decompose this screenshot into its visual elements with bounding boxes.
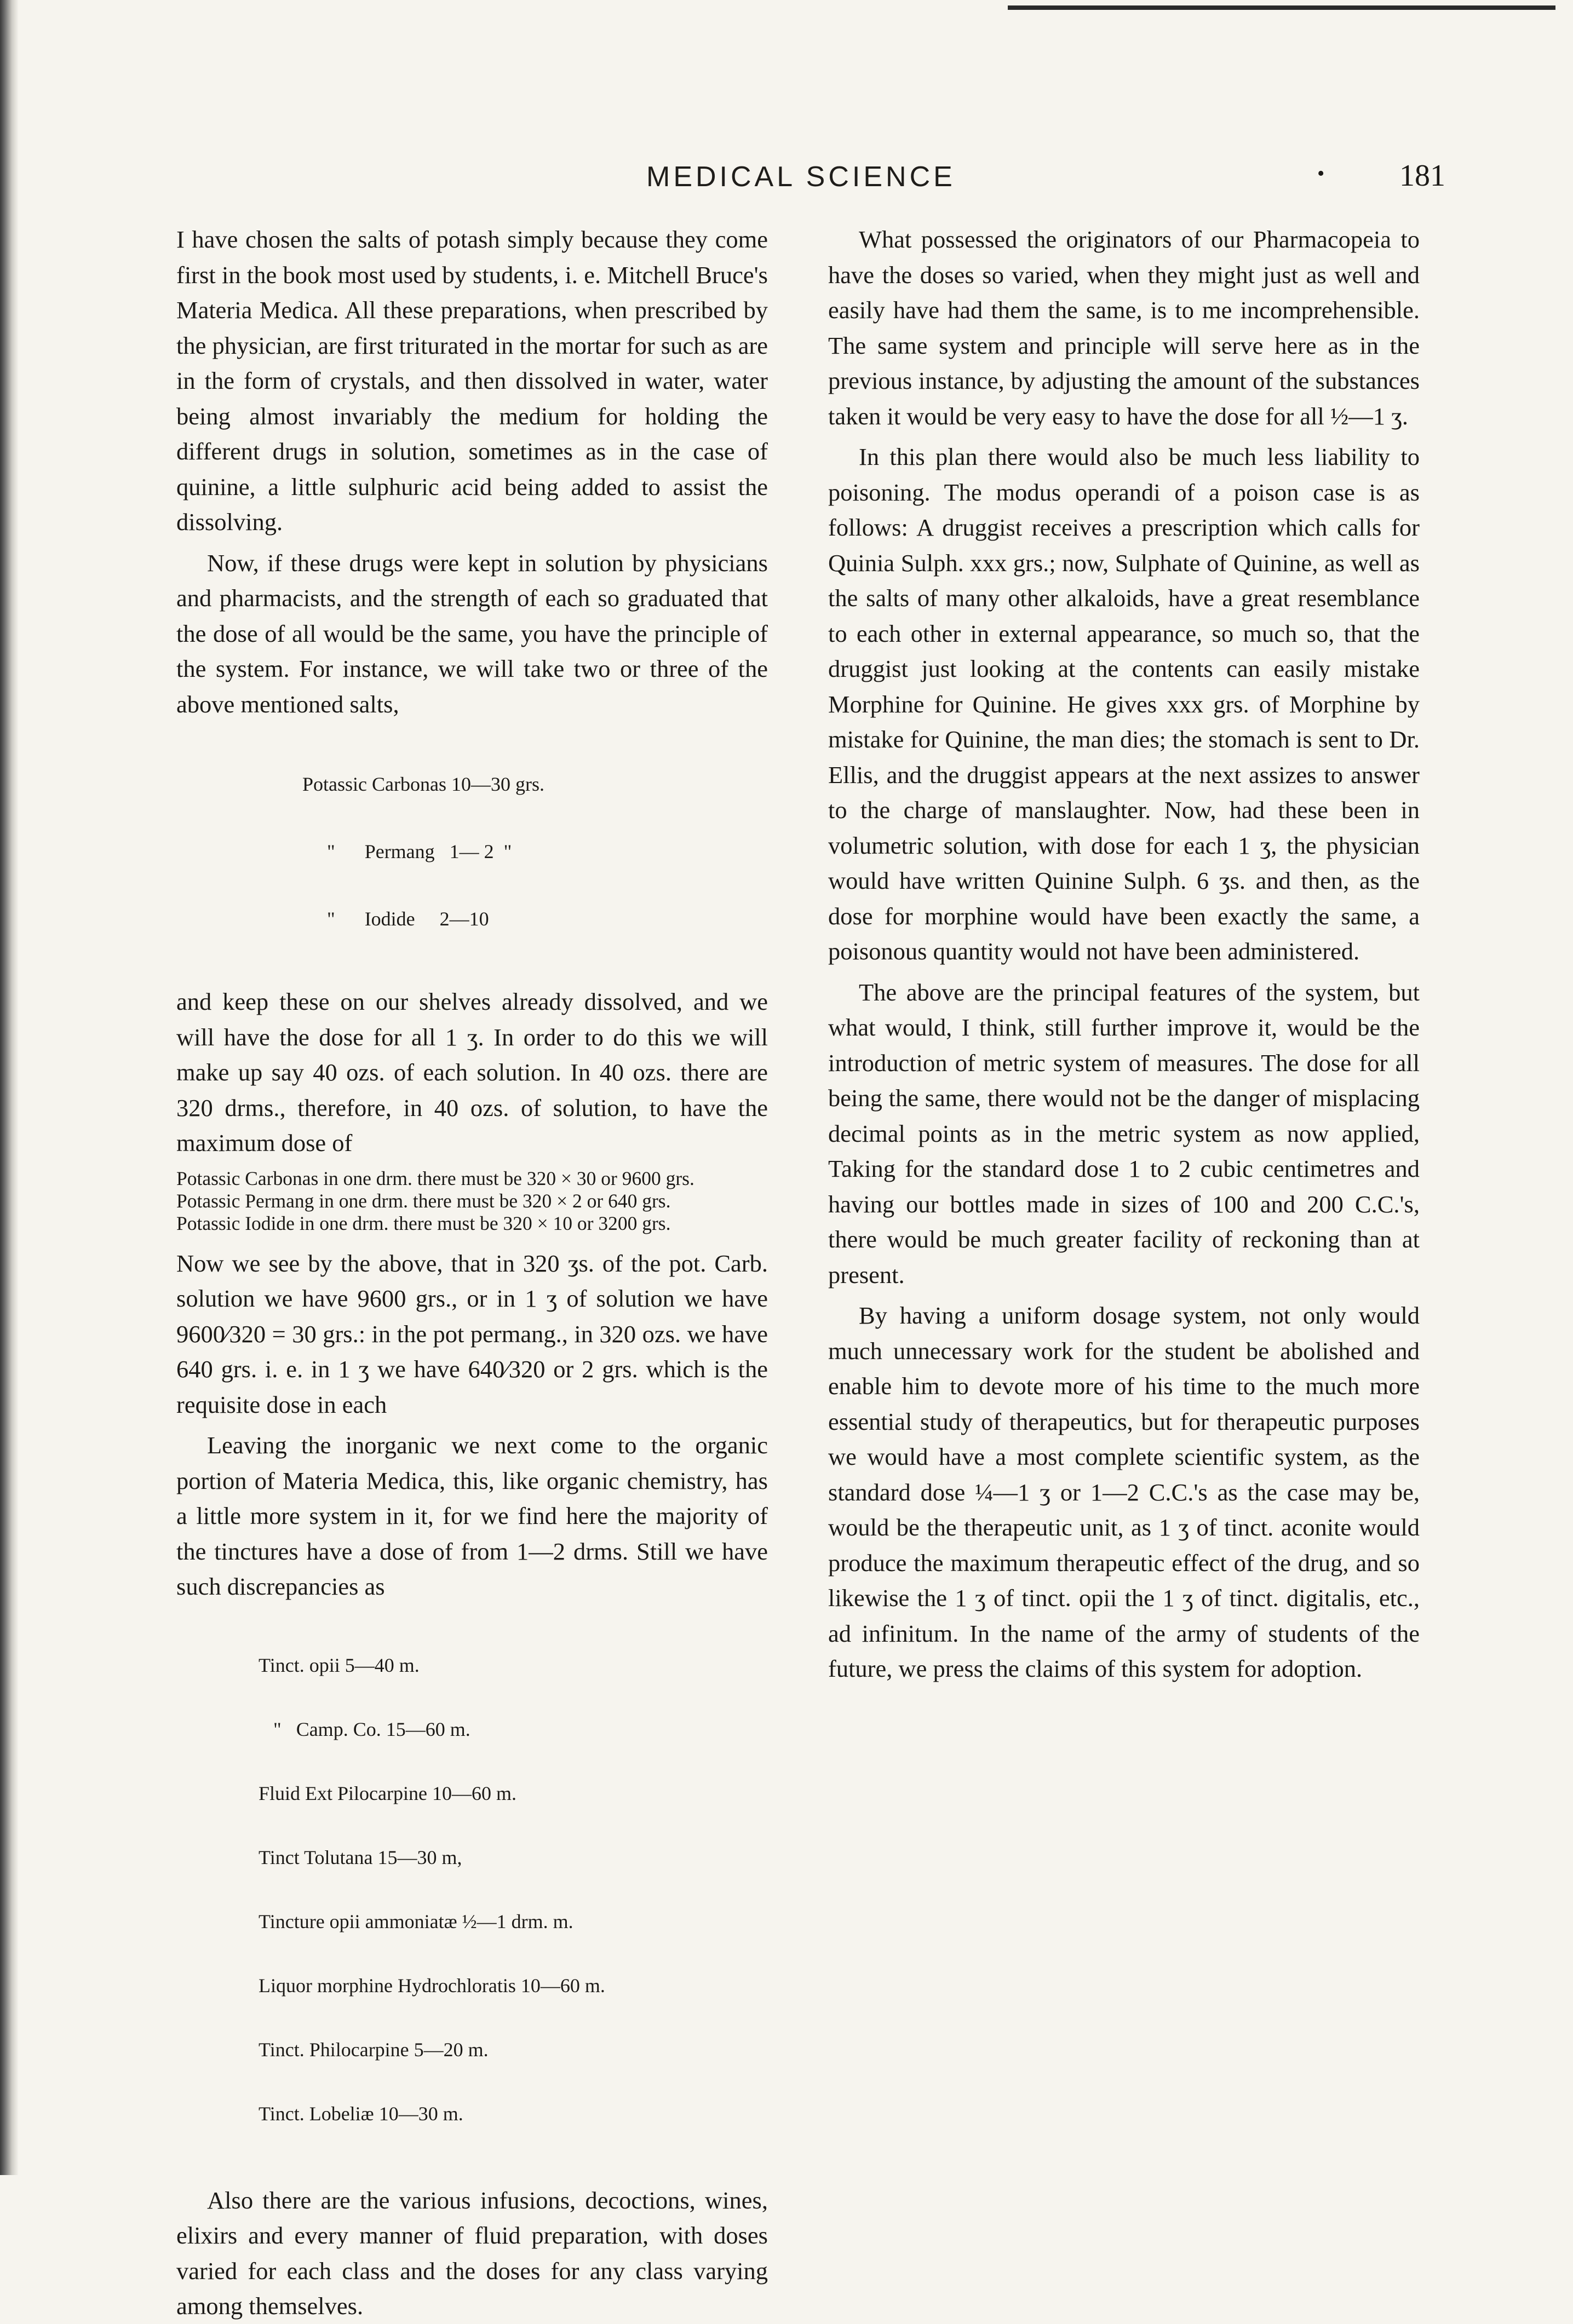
running-title: MEDICAL SCIENCE	[646, 161, 956, 193]
paragraph: By having a uniform dosage system, not only would much unnecessary work for the student be abolished and enable him to devote more of his time to the much more essential study of therapeutics, but for therapeutic purposes we would have a most complete scientific system, as the standard dose ¼—1 ʒ or 1—2 C.C.'s as the case may be, would be the therapeutic unit, as 1 ʒ of tinct. aconite would produce the maximum therapeutic effect of the drug, and so likewise the 1 ʒ of tinct. opii the 1 ʒ of tinct. digitalis, etc., ad infinitum. In the name of the army of students of the future, we press the claims of this system for adoption.	[828, 1302, 1420, 1682]
paragraph: I have chosen the salts of potash simply because they come first in the book most used by students, i. e. Mitchell Bruce's Materia Medica. All these preparations, when prescribed by the physician, are first triturated in the mortar for such as are in the form of crystals, and then dissolved in water, water being almost invariably the medium for holding the different drugs in solution, sometimes as in the case of quinine, a little sulphuric acid being added to assist the dissolving.	[176, 226, 768, 536]
paragraph: and keep these on our shelves already dissolved, and we will have the dose for all 1 ʒ. In order to do this we will make up say 40 ozs. of each solution. In 40 ozs. there are 320 drms., therefore, in 40 ozs. of solution, to have the maximum dose of	[176, 988, 768, 1157]
salts-table-row: " Permang 1— 2 "	[302, 841, 512, 862]
tincture-item: Fluid Ext Pilocarpine 10—60 m.	[259, 1782, 516, 1804]
salts-table-row: Potassic Carbonas 10—30 grs.	[302, 773, 544, 795]
salts-table-row: " Iodide 2—10	[302, 908, 489, 930]
paragraph: The above are the principal features of the system, but what would, I think, still further improve it, would be the introduction of metric system of measures. The dose for all being the same, there would not be the danger of misplacing decimal points as in the metric system as now applied, Taking for the standard dose 1 to 2 cubic centimetres and having our bottles made in sizes of 100 and 200 C.C.'s, there would be much greater facility of reckoning than at present.	[828, 978, 1420, 1288]
tincture-item: Tinct. Lobeliæ 10—30 m.	[259, 2102, 463, 2125]
tincture-item: Tincture opii ammoniatæ ½—1 drm. m.	[259, 1910, 573, 1932]
tincture-item: Tinct. Philocarpine 5—20 m.	[259, 2038, 489, 2061]
top-rule	[1008, 5, 1555, 10]
tincture-item: " Camp. Co. 15—60 m.	[259, 1718, 470, 1740]
tincture-dose-list	[176, 1612, 768, 2167]
left-column	[176, 222, 768, 2324]
right-column	[828, 222, 1420, 1687]
salts-dose-table	[176, 728, 768, 975]
paragraph: Now, if these drugs were kept in solution by physicians and pharmacists, and the strength of each so graduated that the dose of all would be the same, you have the principle of the system. For instance, we will take two or three of the above mentioned salts,	[176, 549, 768, 718]
calculation-line: Potassic Carbonas in one drm. there must be 320 × 30 or 9600 grs.	[176, 1167, 694, 1189]
scan-edge-shadow	[0, 0, 19, 2175]
bullet-mark: •	[1317, 162, 1325, 185]
paragraph: Also there are the various infusions, decoctions, wines, elixirs and every manner of fluid preparation, with doses varied for each class and the doses for any class varying among themselves.	[176, 2186, 768, 2320]
paragraph: In this plan there would also be much less liability to poisoning. The modus operandi of a poison case is as follows: A druggist receives a prescription which calls for Quinia Sulph. xxx grs.; now, Sulphate of Quinine, as well as the salts of many other alkaloids, have a great resemblance to each other in external appearance, so much so, that the druggist just looking at the contents can easily mistake Morphine for Quinine. He gives xxx grs. of Morphine by mistake for Quinine, the man dies; the stomach is sent to Dr. Ellis, and the druggist appears at the next assizes to answer to the charge of manslaughter. Now, had these been in volumetric solution, with dose for each 1 ʒ, the physician would have written Quinine Sulph. 6 ʒs. and then, as the dose for morphine would have been exactly the same, a poisonous quantity would not have been administered.	[828, 443, 1420, 965]
tincture-item: Tinct Tolutana 15—30 m,	[259, 1846, 462, 1868]
tincture-item: Tinct. opii 5—40 m.	[259, 1654, 420, 1676]
tincture-item: Liquor morphine Hydrochloratis 10—60 m.	[259, 1974, 605, 1997]
paragraph: What possessed the originators of our Pharmacopeia to have the doses so varied, when they might just as well and easily have had them the same, is to me incomprehensible. The same system and principle will serve here as in the previous instance, by adjusting the amount of the substances taken it would be very easy to have the dose for all ½—1 ʒ.	[828, 226, 1420, 430]
paragraph: Leaving the inorganic we next come to the organic portion of Materia Medica, this, like organic chemistry, has a little more system in it, for we find here the majority of the tinctures have a dose of from 1—2 drms. Still we have such discrepancies as	[176, 1431, 768, 1600]
page-number: 181	[1399, 159, 1445, 193]
paragraph: Now we see by the above, that in 320 ʒs. of the pot. Carb. solution we have 9600 grs., or in 1 ʒ of solution we have 9600⁄320 = 30 grs.: in the pot permang., in 320 ozs. we have 640 grs. i. e. in 1 ʒ we have 640⁄320 or 2 grs. which is the requisite dose in each	[176, 1249, 768, 1418]
page-header	[646, 156, 1468, 200]
calculation-line: Potassic Permang in one drm. there must be 320 × 2 or 640 grs.	[176, 1189, 671, 1212]
calculation-line: Potassic Iodide in one drm. there must be 320 × 10 or 3200 grs.	[176, 1212, 671, 1234]
calculation-list	[176, 1167, 768, 1235]
